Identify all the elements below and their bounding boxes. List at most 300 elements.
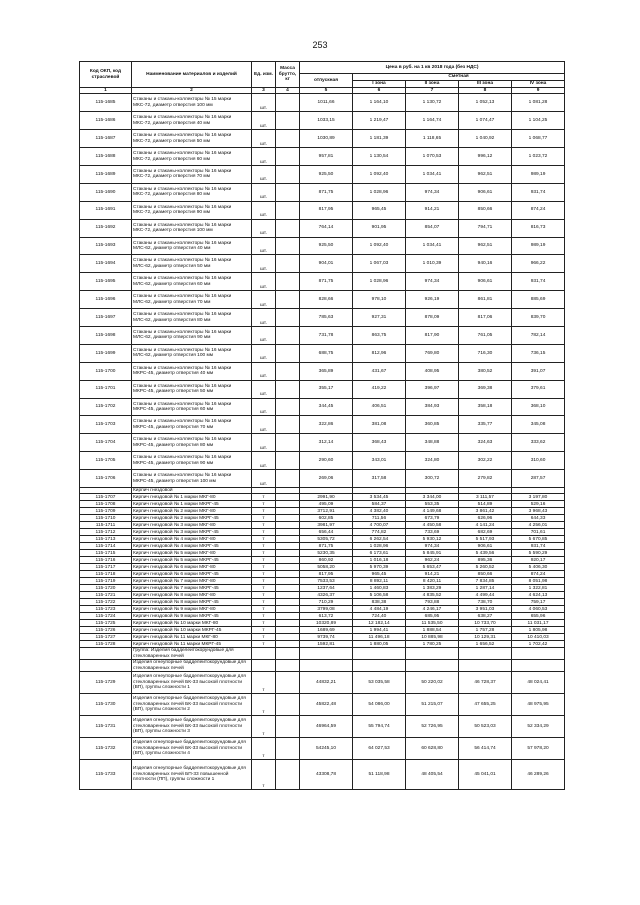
price-zone-2: 1 888,54: [406, 627, 459, 634]
row-name: Кирпич гнездовой № 4 марки МКГ-80: [132, 536, 252, 543]
page-number: 253: [312, 40, 328, 50]
row-code: 115-1687: [80, 130, 132, 148]
table-row: [80, 536, 565, 543]
price-zone-3: 324,63: [459, 434, 512, 452]
row-mass: [276, 550, 300, 557]
price-zone-1: 381,08: [353, 416, 406, 434]
row-code: 115-1705: [80, 452, 132, 470]
price-zone-1: 4 382,40: [353, 508, 406, 515]
price-zone-1: 724,40: [353, 613, 406, 620]
price-release: 1237,64: [300, 585, 353, 592]
price-zone-1: 965,45: [353, 571, 406, 578]
price-zone-3: 4 499,44: [459, 592, 512, 599]
price-zone-4: 368,10: [512, 398, 565, 416]
row-mass: [276, 627, 300, 634]
row-unit: т: [252, 599, 276, 606]
price-zone-2: 10 885,98: [406, 634, 459, 641]
price-zone-4: 782,14: [512, 326, 565, 344]
price-zone-4: 1 023,72: [512, 148, 565, 166]
col-number: 5: [300, 88, 353, 94]
price-zone-1: 1 092,40: [353, 165, 406, 183]
col-number: 2: [132, 88, 252, 94]
price-release: 656,44: [300, 529, 353, 536]
header-name: Наименование материалов и изделий: [132, 62, 252, 88]
row-code: 115-1697: [80, 309, 132, 327]
table-row: [80, 627, 565, 634]
row-code: 115-1686: [80, 112, 132, 130]
price-zone-2: 793,88: [406, 599, 459, 606]
price-release: 45822,48: [300, 694, 353, 716]
price-release: 925,50: [300, 165, 353, 183]
price-zone-2: 685,95: [406, 613, 459, 620]
row-mass: [276, 362, 300, 380]
row-code: 115-1718: [80, 571, 132, 578]
price-zone-2: 5 653,47: [406, 564, 459, 571]
price-zone-4: 287,57: [512, 470, 565, 488]
price-zone-2: 348,88: [406, 434, 459, 452]
price-release: 688,75: [300, 344, 353, 362]
row-unit: шт.: [252, 309, 276, 327]
price-zone-1: 1 092,40: [353, 237, 406, 255]
row-code: 115-1698: [80, 326, 132, 344]
price-zone-4: [512, 660, 565, 672]
price-release: 817,95: [300, 571, 353, 578]
row-code: 115-1725: [80, 620, 132, 627]
price-zone-1: 901,95: [353, 219, 406, 237]
row-name: Стаканы и стаканы-коллекторы № 16 марки МКРС-45, диаметр отверстия 100 мм: [132, 470, 252, 488]
row-mass: [276, 112, 300, 130]
price-zone-3: 358,18: [459, 398, 512, 416]
price-zone-2: 733,69: [406, 529, 459, 536]
row-mass: [276, 599, 300, 606]
price-zone-4: 885,69: [512, 291, 565, 309]
table-row: [80, 564, 565, 571]
price-zone-2: 854,07: [406, 219, 459, 237]
price-zone-3: 895,36: [459, 557, 512, 564]
row-mass: [276, 237, 300, 255]
table-row: [80, 522, 565, 529]
group-row: [80, 660, 565, 672]
price-zone-3: 45 041,01: [459, 760, 512, 790]
row-unit: т: [252, 585, 276, 592]
row-name: Кирпич гнездовой № 10 марки МКРГ-45: [132, 627, 252, 634]
row-code: 115-1715: [80, 550, 132, 557]
price-zone-3: 738,70: [459, 599, 512, 606]
row-code: 115-1712: [80, 529, 132, 536]
row-code: 115-1706: [80, 470, 132, 488]
price-zone-3: 46 728,37: [459, 672, 512, 694]
row-unit: шт.: [252, 434, 276, 452]
price-zone-4: 11 031,17: [512, 620, 565, 627]
row-code: 115-1723: [80, 606, 132, 613]
row-name: Кирпич гнездовой № 2 марки МКГ-80: [132, 508, 252, 515]
header-price-title: Цена в руб. на 1 кв 2018 года (без НДС): [300, 62, 565, 74]
row-unit: т: [252, 508, 276, 515]
row-code: 115-1693: [80, 237, 132, 255]
row-mass: [276, 694, 300, 716]
price-release: 344,45: [300, 398, 353, 416]
price-release: 7533,53: [300, 578, 353, 585]
row-unit: шт.: [252, 344, 276, 362]
header-zone-3: III зона: [459, 81, 512, 88]
row-unit: т: [252, 550, 276, 557]
table-row: [80, 620, 565, 627]
row-mass: [276, 564, 300, 571]
price-zone-3: 996,12: [459, 148, 512, 166]
price-zone-4: 345,08: [512, 416, 565, 434]
row-code: 115-1721: [80, 592, 132, 599]
row-mass: [276, 536, 300, 543]
price-zone-4: 931,74: [512, 183, 565, 201]
price-release: 322,86: [300, 416, 353, 434]
price-zone-3: 4 141,24: [459, 522, 512, 529]
price-zone-2: 4 149,68: [406, 508, 459, 515]
col-number: 6: [353, 88, 406, 94]
table-row: [80, 501, 565, 508]
table-row: [80, 592, 565, 599]
price-zone-1: 965,45: [353, 201, 406, 219]
price-zone-4: 816,73: [512, 219, 565, 237]
price-zone-3: 761,05: [459, 326, 512, 344]
price-zone-1: 1 164,10: [353, 94, 406, 112]
row-unit: т: [252, 536, 276, 543]
price-zone-2: 553,35: [406, 501, 459, 508]
price-release: 495,09: [300, 501, 353, 508]
price-zone-4: 966,22: [512, 255, 565, 273]
table-row: [80, 738, 565, 760]
price-zone-1: [353, 648, 406, 660]
price-zone-3: 850,66: [459, 201, 512, 219]
row-unit: шт.: [252, 362, 276, 380]
row-code: 115-1722: [80, 599, 132, 606]
table-row: [80, 585, 565, 592]
row-mass: [276, 557, 300, 564]
price-zone-1: 4 700,07: [353, 522, 406, 529]
row-mass: [276, 291, 300, 309]
table-row: [80, 470, 565, 488]
row-unit: т: [252, 694, 276, 716]
header-zone-2: II зона: [406, 81, 459, 88]
price-release: 3799,08: [300, 606, 353, 613]
price-release: 3981,97: [300, 522, 353, 529]
price-zone-4: 839,70: [512, 309, 565, 327]
price-zone-4: 920,17: [512, 557, 565, 564]
header-mass: Масса брутто, кг: [276, 62, 300, 88]
row-name: Кирпич гнездовой № 9 марки МКРГ-45: [132, 613, 252, 620]
price-zone-1: 774,82: [353, 529, 406, 536]
price-release: 46964,59: [300, 716, 353, 738]
table-header: [80, 62, 565, 94]
row-name: Стаканы и стаканы-коллекторы № 16 марки МКРС-45, диаметр отверстия 40 мм: [132, 362, 252, 380]
row-mass: [276, 508, 300, 515]
table-row: [80, 326, 565, 344]
price-release: 871,75: [300, 273, 353, 291]
price-zone-3: 50 523,03: [459, 716, 512, 738]
price-zone-2: 974,34: [406, 543, 459, 550]
row-unit: [252, 660, 276, 672]
price-zone-1: 711,56: [353, 515, 406, 522]
row-mass: [276, 606, 300, 613]
price-release: 365,89: [300, 362, 353, 380]
price-release: 4326,37: [300, 592, 353, 599]
price-zone-2: 974,34: [406, 273, 459, 291]
table-row: [80, 380, 565, 398]
row-mass: [276, 760, 300, 790]
row-mass: [276, 738, 300, 760]
table-row: [80, 557, 565, 564]
price-zone-4: 3 197,80: [512, 494, 565, 501]
price-zone-3: 279,82: [459, 470, 512, 488]
price-zone-3: 1 052,13: [459, 94, 512, 112]
price-zone-4: 1 322,81: [512, 585, 565, 592]
table-row: [80, 434, 565, 452]
price-release: 764,14: [300, 219, 353, 237]
row-mass: [276, 94, 300, 112]
price-zone-1: 1 994,41: [353, 627, 406, 634]
price-zone-4: 57 978,20: [512, 738, 565, 760]
row-mass: [276, 585, 300, 592]
price-zone-4: 874,24: [512, 201, 565, 219]
price-zone-2: 1 034,41: [406, 237, 459, 255]
table-row: [80, 694, 565, 716]
price-zone-3: 7 834,85: [459, 578, 512, 585]
row-unit: т: [252, 494, 276, 501]
price-zone-2: 4 835,52: [406, 592, 459, 599]
price-zone-3: 47 655,25: [459, 694, 512, 716]
row-mass: [276, 416, 300, 434]
price-release: 1011,66: [300, 94, 353, 112]
price-zone-4: 10 410,03: [512, 634, 565, 641]
price-zone-2: 974,34: [406, 183, 459, 201]
row-name: Стаканы и стаканы-коллекторы № 16 марки МЛС-62, диаметр отверстия 60 мм: [132, 273, 252, 291]
col-number: 9: [512, 88, 565, 94]
row-unit: шт.: [252, 94, 276, 112]
price-release: [300, 648, 353, 660]
row-name: Кирпич гнездовой № 3 марки МКРГ-45: [132, 529, 252, 536]
row-unit: т: [252, 529, 276, 536]
table-row: [80, 550, 565, 557]
row-mass: [276, 201, 300, 219]
price-zone-2: 51 215,07: [406, 694, 459, 716]
price-zone-4: 1 104,25: [512, 112, 565, 130]
table-row: [80, 130, 565, 148]
row-unit: т: [252, 592, 276, 599]
price-zone-3: 1 287,14: [459, 585, 512, 592]
price-zone-3: 3 861,42: [459, 508, 512, 515]
price-zone-3: 380,52: [459, 362, 512, 380]
price-zone-1: 1 067,03: [353, 255, 406, 273]
table-row: [80, 494, 565, 501]
row-code: 115-1728: [80, 641, 132, 648]
price-zone-4: 3 968,43: [512, 508, 565, 515]
row-unit: т: [252, 738, 276, 760]
row-mass: [276, 578, 300, 585]
row-code: 115-1729: [80, 672, 132, 694]
price-zone-3: 3 951,03: [459, 606, 512, 613]
table-row: [80, 291, 565, 309]
table-row: [80, 634, 565, 641]
price-zone-3: 940,16: [459, 255, 512, 273]
row-unit: т: [252, 571, 276, 578]
price-zone-1: 838,38: [353, 599, 406, 606]
row-name: Стаканы и стаканы-коллекторы № 16 марки МКС-72, диаметр отверстия 60 мм: [132, 148, 252, 166]
price-zone-1: 55 794,74: [353, 716, 406, 738]
row-name: Кирпич гнездовой № 6 марки МКРГ-45: [132, 571, 252, 578]
price-zone-3: [459, 660, 512, 672]
row-unit: шт.: [252, 165, 276, 183]
price-zone-2: 60 628,80: [406, 738, 459, 760]
row-name: Кирпич гнездовой № 9 марки МКГ-80: [132, 606, 252, 613]
row-name: Стаканы и стаканы-коллекторы № 16 марки МКС-72, диаметр отверстия 90 мм: [132, 201, 252, 219]
row-name: Стаканы и стаканы-коллекторы № 16 марки МЛС-62, диаметр отверстия 90 мм: [132, 326, 252, 344]
row-code: 115-1724: [80, 613, 132, 620]
row-code: 115-1716: [80, 557, 132, 564]
row-name: Кирпич гнездовой № 7 марки МКРГ-45: [132, 585, 252, 592]
price-zone-2: 673,79: [406, 515, 459, 522]
price-zone-2: 1 034,41: [406, 165, 459, 183]
table-row: [80, 183, 565, 201]
price-zone-4: 1 805,98: [512, 627, 565, 634]
row-unit: шт.: [252, 398, 276, 416]
price-zone-3: 682,69: [459, 529, 512, 536]
header-unit: Ед. изм.: [252, 62, 276, 88]
price-zone-2: 4 450,58: [406, 522, 459, 529]
row-unit: т: [252, 606, 276, 613]
price-zone-2: 52 726,95: [406, 716, 459, 738]
price-zone-3: 794,71: [459, 219, 512, 237]
price-release: 44832,21: [300, 672, 353, 694]
row-mass: [276, 183, 300, 201]
row-unit: т: [252, 627, 276, 634]
row-name: Группа: Изделия бадделеитокорундовые для стекловаренных печей: [132, 648, 252, 660]
price-zone-2: 914,21: [406, 571, 459, 578]
row-code: 115-1691: [80, 201, 132, 219]
price-release: 817,95: [300, 201, 353, 219]
row-code: 115-1702: [80, 398, 132, 416]
row-code: 115-1685: [80, 94, 132, 112]
price-zone-3: 861,81: [459, 291, 512, 309]
price-zone-3: 850,66: [459, 571, 512, 578]
col-number: 7: [406, 88, 459, 94]
price-zone-4: 379,61: [512, 380, 565, 398]
row-unit: шт.: [252, 255, 276, 273]
price-release: 269,06: [300, 470, 353, 488]
price-zone-2: 1 130,72: [406, 94, 459, 112]
price-zone-2: 1 070,53: [406, 148, 459, 166]
row-code: 115-1700: [80, 362, 132, 380]
row-code: 115-1704: [80, 434, 132, 452]
price-zone-1: 6 173,61: [353, 550, 406, 557]
table-row: [80, 760, 565, 790]
price-zone-2: 396,97: [406, 380, 459, 398]
row-name: Стаканы и стаканы-коллекторы № 16 марки МЛС-62, диаметр отверстия 100 мм: [132, 344, 252, 362]
price-release: 1033,15: [300, 112, 353, 130]
row-mass: [276, 494, 300, 501]
row-name: Стаканы и стаканы-коллекторы № 16 марки МКРС-45, диаметр отверстия 70 мм: [132, 416, 252, 434]
row-name: Кирпич гнездовой № 6 марки МКГ-80: [132, 564, 252, 571]
price-zone-4: 5 670,85: [512, 536, 565, 543]
price-release: 5230,35: [300, 550, 353, 557]
price-zone-4: 48 024,41: [512, 672, 565, 694]
price-release: 43308,78: [300, 760, 353, 790]
price-zone-4: 52 334,29: [512, 716, 565, 738]
price-zone-4: 701,61: [512, 529, 565, 536]
table-row: [80, 716, 565, 738]
price-zone-2: [406, 660, 459, 672]
row-unit: шт.: [252, 273, 276, 291]
price-zone-1: 1 028,96: [353, 183, 406, 201]
price-zone-2: 926,19: [406, 291, 459, 309]
row-code: 115-1731: [80, 716, 132, 738]
price-zone-3: 335,77: [459, 416, 512, 434]
row-unit: т: [252, 578, 276, 585]
price-zone-1: 978,10: [353, 291, 406, 309]
row-mass: [276, 571, 300, 578]
price-zone-4: 46 289,26: [512, 760, 565, 790]
table-row: [80, 543, 565, 550]
row-name: Стаканы и стаканы-коллекторы № 16 марки МЛС-62, диаметр отверстия 80 мм: [132, 309, 252, 327]
price-zone-4: 736,15: [512, 344, 565, 362]
table-row: [80, 613, 565, 620]
price-zone-4: 48 975,95: [512, 694, 565, 716]
price-zone-2: 878,09: [406, 309, 459, 327]
row-mass: [276, 522, 300, 529]
price-release: 355,17: [300, 380, 353, 398]
price-zone-1: 368,43: [353, 434, 406, 452]
table-row: [80, 344, 565, 362]
price-zone-3: 1 757,28: [459, 627, 512, 634]
price-zone-4: 874,24: [512, 571, 565, 578]
price-zone-2: 3 344,00: [406, 494, 459, 501]
price-zone-2: 324,80: [406, 452, 459, 470]
price-zone-3: 906,61: [459, 543, 512, 550]
header-estimate: Сметная: [353, 74, 565, 81]
row-code: 115-1701: [80, 380, 132, 398]
row-name: Стаканы и стаканы-коллекторы № 16 марки МКС-72, диаметр отверстия 100 мм: [132, 219, 252, 237]
row-name: Кирпич гнездовой № 7 марки МКГ-80: [132, 578, 252, 585]
price-zone-3: 626,96: [459, 515, 512, 522]
table-row: [80, 362, 565, 380]
row-mass: [276, 434, 300, 452]
row-name: Кирпич гнездовой № 4 марки МКРГ-45: [132, 543, 252, 550]
row-unit: т: [252, 564, 276, 571]
row-mass: [276, 130, 300, 148]
row-name: Стаканы и стаканы-коллекторы № 16 марки МЛС-62, диаметр отверстия 50 мм: [132, 255, 252, 273]
price-zone-3: 10 129,31: [459, 634, 512, 641]
row-mass: [276, 326, 300, 344]
group-row: [80, 648, 565, 660]
row-mass: [276, 398, 300, 416]
row-unit: шт.: [252, 237, 276, 255]
price-zone-4: 4 256,01: [512, 522, 565, 529]
price-zone-1: 431,67: [353, 362, 406, 380]
row-code: 115-1720: [80, 585, 132, 592]
row-name: Изделия огнеупорные бадделеитокорундовые для стекловаренных печей БК-33 высокой плотности (ВП), группы сложности 1: [132, 672, 252, 694]
row-unit: т: [252, 613, 276, 620]
price-zone-1: [353, 660, 406, 672]
table-body: [80, 94, 565, 790]
price-zone-1: 1 460,83: [353, 585, 406, 592]
price-zone-1: 1 880,05: [353, 641, 406, 648]
row-name: Изделия огнеупорные бадделеитокорундовые для стекловаренных печей БК-33 высокой плотности (ВП), группы сложности 2: [132, 694, 252, 716]
price-zone-1: 3 534,45: [353, 494, 406, 501]
price-release: 9739,74: [300, 634, 353, 641]
price-zone-3: 5 260,52: [459, 564, 512, 571]
row-mass: [276, 219, 300, 237]
price-zone-2: [406, 648, 459, 660]
row-code: 115-1714: [80, 543, 132, 550]
row-mass: [276, 165, 300, 183]
